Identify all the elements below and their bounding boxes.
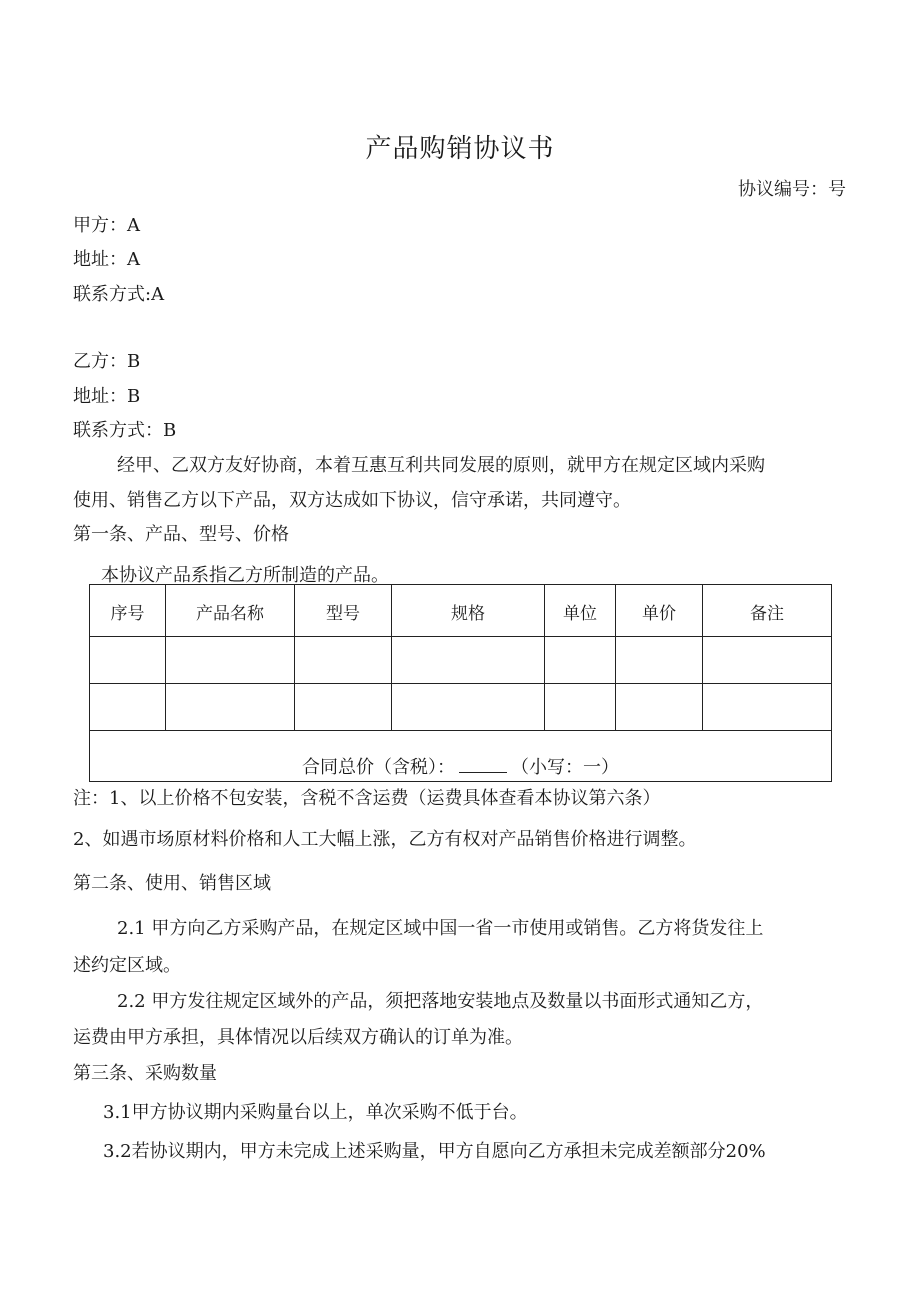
table-cell	[90, 684, 166, 731]
note-1: 注：1、以上价格不包安装，含税不含运费（运费具体查看本协议第六条）	[73, 788, 661, 809]
party-b-contact: 联系方式：B	[73, 420, 177, 441]
table-cell	[545, 684, 616, 731]
table-cell	[703, 637, 832, 684]
article-1-heading: 第一条、产品、型号、价格	[73, 524, 289, 545]
table-cell	[545, 637, 616, 684]
party-b-name: 乙方：B	[73, 351, 141, 372]
col-header-spec: 规格	[392, 585, 545, 637]
article-3-2: 3.2若协议期内，甲方未完成上述采购量，甲方自愿向乙方承担未完成差额部分20%	[103, 1141, 766, 1162]
table-cell	[392, 637, 545, 684]
intro-line-1: 经甲、乙双方友好协商，本着互惠互利共同发展的原则，就甲方在规定区域内采购	[117, 455, 765, 476]
article-2-1-line-2: 述约定区域。	[73, 955, 181, 976]
contract-total-label: 合同总价（含税）：	[302, 757, 455, 778]
product-table	[89, 584, 832, 782]
article-2-1-line-1: 2.1 甲方向乙方采购产品，在规定区域中国一省一市使用或销售。乙方将货发往上	[117, 918, 764, 939]
party-a-contact: 联系方式:A	[73, 284, 165, 305]
col-header-model: 型号	[295, 585, 392, 637]
col-header-product-name: 产品名称	[166, 585, 295, 637]
contract-total-blank	[459, 758, 507, 773]
article-1-description: 本协议产品系指乙方所制造的产品。	[101, 565, 389, 586]
note-2: 2、如遇市场原材料价格和人工大幅上涨，乙方有权对产品销售价格进行调整。	[73, 829, 697, 850]
article-2-2-line-1: 2.2 甲方发往规定区域外的产品，须把落地安装地点及数量以书面形式通知乙方，	[117, 991, 764, 1012]
table-cell	[703, 684, 832, 731]
page-title: 产品购销协议书	[365, 134, 555, 164]
table-cell	[295, 637, 392, 684]
table-cell	[392, 684, 545, 731]
article-2-heading: 第二条、使用、销售区域	[73, 873, 271, 894]
article-3-heading: 第三条、采购数量	[73, 1063, 217, 1084]
table-cell	[616, 637, 703, 684]
table-cell	[90, 637, 166, 684]
table-row	[90, 637, 832, 684]
col-header-remarks: 备注	[703, 585, 832, 637]
table-cell	[295, 684, 392, 731]
agreement-number: 协议编号：号	[738, 179, 846, 200]
table-cell	[166, 637, 295, 684]
table-row	[90, 684, 832, 731]
intro-line-2: 使用、销售乙方以下产品，双方达成如下协议，信守承诺，共同遵守。	[73, 490, 631, 511]
table-cell	[166, 684, 295, 731]
article-3-1: 3.1甲方协议期内采购量台以上，单次采购不低于台。	[103, 1102, 528, 1123]
article-2-2-line-2: 运费由甲方承担，具体情况以后续双方确认的订单为准。	[73, 1027, 523, 1048]
col-header-index: 序号	[90, 585, 166, 637]
party-a-name: 甲方：A	[73, 215, 140, 236]
col-header-unit-price: 单价	[616, 585, 703, 637]
party-a-address: 地址：A	[73, 249, 140, 270]
table-total-row	[90, 731, 832, 782]
table-header-row	[90, 585, 832, 637]
col-header-unit: 单位	[545, 585, 616, 637]
contract-total-suffix: （小写：一）	[511, 757, 619, 778]
table-cell	[616, 684, 703, 731]
contract-total	[90, 731, 832, 782]
party-b-address: 地址：B	[73, 386, 141, 407]
